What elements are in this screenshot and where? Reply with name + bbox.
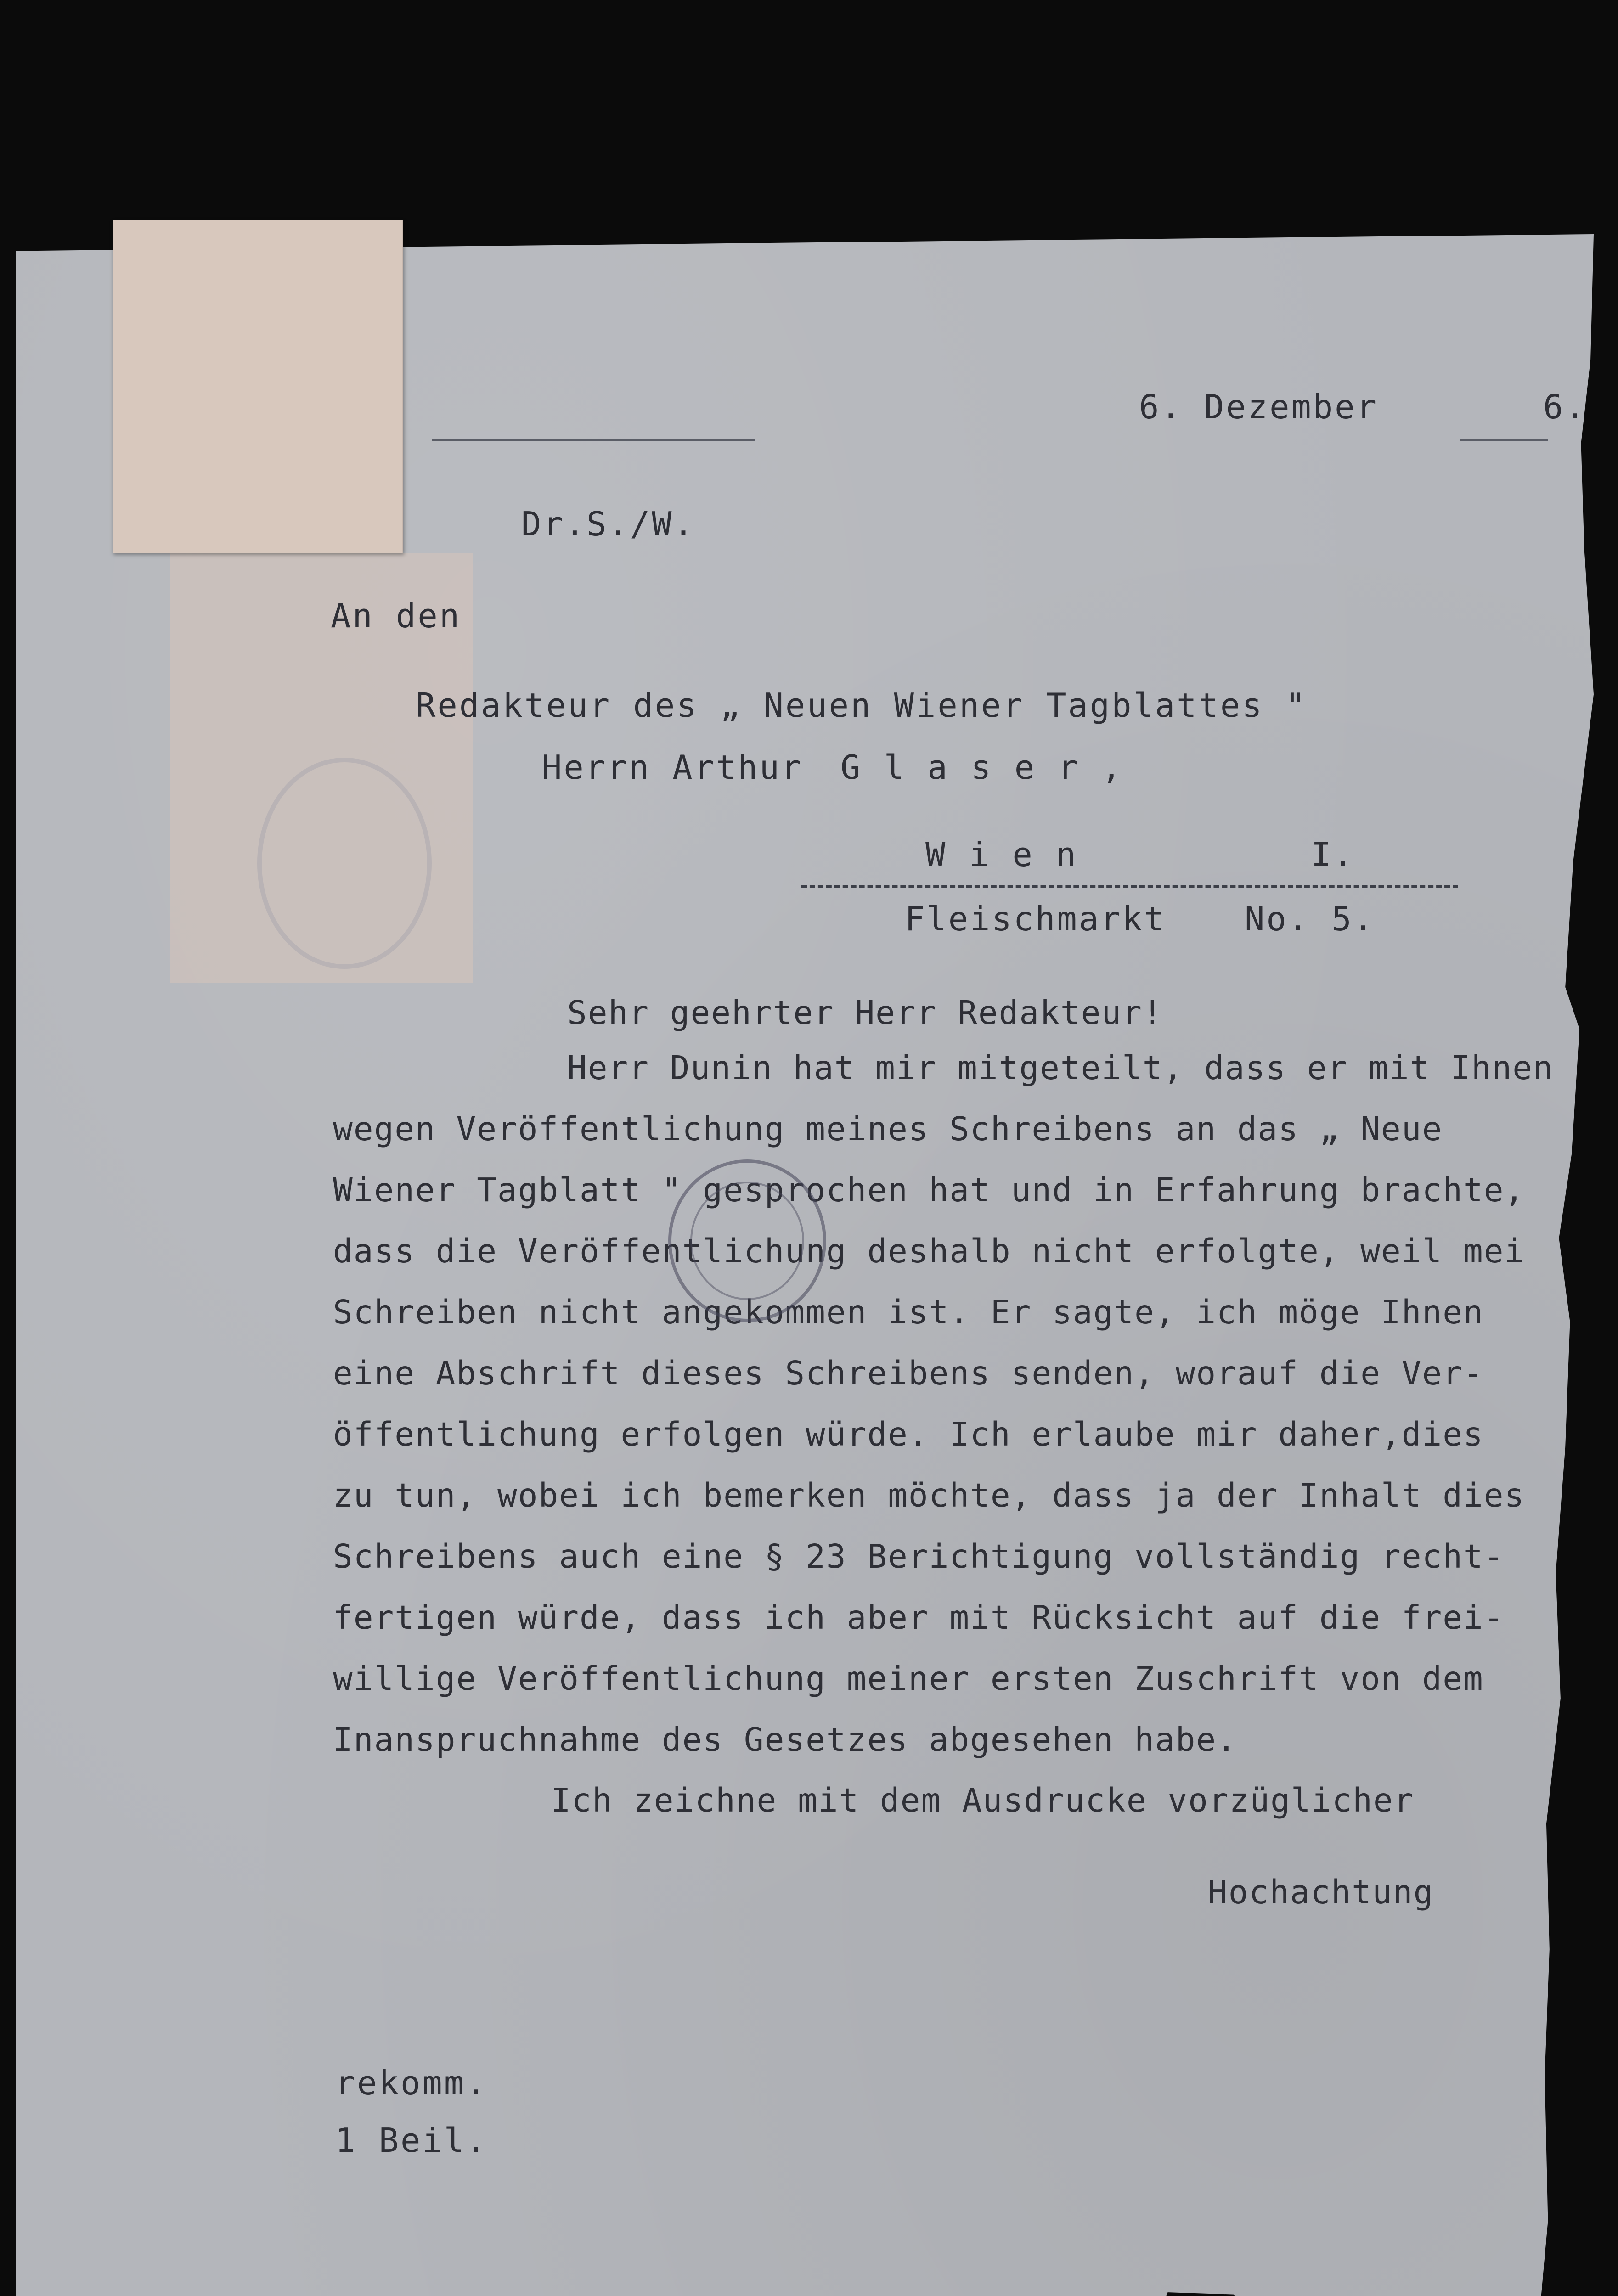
greeting: Sehr geehrter Herr Redakteur! [567,994,1163,1032]
body-line-7: öffentlichung erfolgen würde. Ich erlaube mir daher,dies [333,1415,1484,1453]
body-line-10: fertigen würde, dass ich aber mit Rücksicht auf die frei- [333,1598,1505,1637]
footer-note-enclosure: 1 Beil. [335,2121,488,2160]
body-line-8: zu tun, wobei ich bemerken möchte, dass ja der Inhalt dies [333,1476,1525,1514]
closing: Ich zeichne mit dem Ausdrucke vorzüglicher [551,1781,1415,1819]
office-stamp [668,1159,826,1322]
address-city: W i e n [925,835,1078,874]
recipient-line-1: Redakteur des „ Neuen Wiener Tagblattes " [416,686,1308,725]
date-suffix: 6. [1543,388,1587,426]
reference: Dr.S./W. [521,505,695,543]
address-district: I. [1311,835,1355,874]
address-intro: An den [331,597,462,635]
body-line-1: Herr Dunin hat mir mitgeteilt, dass er mit Ihnen [567,1049,1554,1087]
top-rule-left [432,439,755,441]
closing-signoff: Hochachtung [1208,1873,1434,1911]
date: 6. Dezember [1139,388,1378,426]
body-line-2: wegen Veröffentlichung meines Schreibens an das „ Neue [333,1110,1443,1148]
body-line-11: willige Veröffentlichung meiner ersten Zuschrift von dem [333,1660,1484,1698]
recipient-line-2: Herrn Arthur [542,748,803,787]
faded-stamp-mark [257,758,432,969]
top-rule-right [1460,439,1548,441]
address-street: Fleischmarkt [905,900,1166,938]
recipient-surname: G l a s e r , [840,748,1123,787]
body-line-4: dass die Veröffentlichung deshalb nicht erfolgte, weil mei [333,1232,1525,1270]
address-rule [801,885,1458,888]
body-line-9: Schreibens auch eine § 23 Berichtigung vollständig recht- [333,1537,1505,1576]
address-number: No. 5. [1245,900,1376,938]
body-line-3: Wiener Tagblatt " gesprochen hat und in Erfahrung brachte, [333,1171,1525,1209]
paper-tab [113,220,403,553]
footer-note-registered: rekomm. [335,2064,488,2102]
body-line-12: Inanspruchnahme des Gesetzes abgesehen habe. [333,1721,1237,1759]
body-line-5: Schreiben nicht angekommen ist. Er sagte, ich möge Ihnen [333,1293,1484,1331]
office-stamp-inner-ring [690,1182,804,1300]
body-line-6: eine Abschrift dieses Schreibens senden, worauf die Ver- [333,1354,1484,1392]
